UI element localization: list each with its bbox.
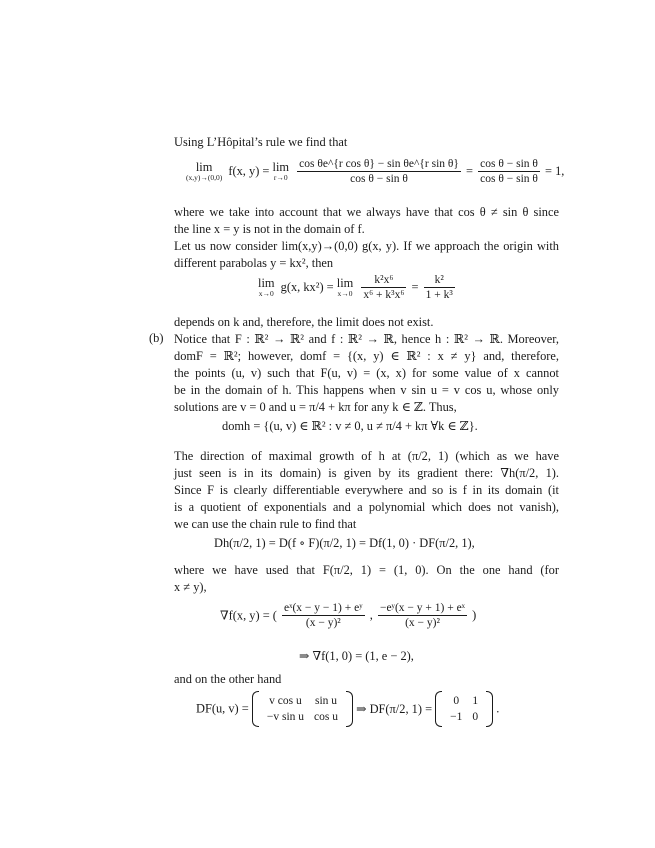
text-line: different parabolas y = kx², then [174, 256, 334, 270]
fraction: $\frac{\text{k²}}{\text{1 + k³}}$ [425, 274, 453, 301]
equation-parabola-limit: lim x→0 g(x, kx²) = lim x→0 $\frac{\text{k²x⁶}}{\text{x⁶ + k³x⁶}}$ = $\frac{\text{k²}}{\text{1 + k³}}$ [258, 274, 453, 301]
equation-gradient-f: ∇f(x, y) = ( $\frac{\text{eˣ(x − y − 1) + eʸ}}{\text{(x − y)²}}$ , $\frac{\text{−eʸ(x − y + 1) + eˣ}}{\text{(x − y)²}}$ ) [220, 602, 477, 629]
paragraph-gradient [174, 448, 559, 533]
paragraph-one-hand [174, 562, 559, 596]
fraction: $\frac{\text{eˣ(x − y − 1) + eʸ}}{\text{(x − y)²}}$ [284, 602, 363, 629]
paragraph-domain-note [174, 204, 559, 272]
text-line: The direction of maximal growth of h at (π/2, 1) (which as we have [174, 449, 559, 463]
fraction: $\frac{\text{k²x⁶}}{\text{x⁶ + k³x⁶}}$ [363, 274, 405, 301]
text-line: Let us now consider lim(x,y)→(0,0) g(x, y). If we approach the origin with [174, 239, 559, 253]
equation-domain-h: domh = {(u, v) ∈ ℝ² : v ≠ 0, u ≠ π/4 + kπ ∀k ∈ ℤ}. [222, 419, 478, 433]
equation-lhs: f(x, y) = [228, 164, 270, 178]
text-line: and on the other hand [174, 672, 282, 686]
fraction: $\frac{\text{cos θe\textasciicircum{}\{r cos θ\} − sin θe\textasciicircum{}\{r sin θ\}}}{\text{cos θ − sin θ}}$ [299, 158, 459, 185]
text-line: solutions are v = 0 and u = π/4 + kπ for any k ∈ ℤ. Thus, [174, 400, 457, 414]
text-line: the points (u, v) such that F(u, v) = (x, x) for some value of x cannot [174, 366, 559, 380]
fraction: $\frac{\text{−eʸ(x − y + 1) + eˣ}}{\text{(x − y)²}}$ [379, 602, 466, 629]
text-line: x ≠ y), [174, 580, 207, 594]
matrix-jacobian-evaluated: 0 1 −1 0 [435, 693, 493, 725]
fraction: $\frac{\text{cos θ − sin θ}}{\text{cos θ − sin θ}}$ [480, 158, 538, 185]
paragraph-conclusion-a [174, 314, 559, 331]
limit-operator: lim x→0 [336, 276, 354, 298]
matrix-jacobian-general: v cos u sin u −v sin u cos u [252, 693, 353, 725]
text-line: where we take into account that we always have that cos θ ≠ sin θ since [174, 205, 559, 219]
text-line: Since F is clearly differentiable everywhere and so is f in its domain (it [174, 483, 559, 497]
text-line: we can use the chain rule to find that [174, 517, 357, 531]
limit-operator: lim (x,y)→(0,0) [186, 160, 223, 182]
text-line: domF = ℝ²; however, domf = {(x, y) ∈ ℝ² : x ≠ y} and, therefore, [174, 349, 559, 363]
text-line: just seen is in its domain) is given by its gradient there: ∇h(π/2, 1). [174, 466, 559, 480]
text-line: the line x = y is not in the domain of f. [174, 222, 365, 236]
equation-lhopital: lim (x,y)→(0,0) f(x, y) = lim r→0 $\frac{\text{cos θe\textasciicircum{}\{r cos θ\} − sin θe\textasciicircum{}\{r sin θ\}}}{\text{cos θ − sin θ}}$ = $\frac{\text{cos θ − sin θ}}{\text{cos θ − sin θ}}$ = 1, [186, 158, 565, 185]
text-line: Notice that F : ℝ² → ℝ² and f : ℝ² → ℝ, hence h : ℝ² → ℝ. Moreover, [174, 332, 559, 346]
limit-operator: lim x→0 [258, 276, 275, 298]
text-line: where we have used that F(π/2, 1) = (1, 0). On the one hand (for [174, 563, 559, 577]
part-label-b: (b) [149, 331, 164, 345]
text-line: Using L’Hôpital’s rule we find that [174, 135, 348, 149]
text-line: is a quotient of exponentials and a polynomial which does not vanish), [174, 500, 559, 514]
paragraph-other-hand [174, 671, 559, 688]
text-line: depends on k and, therefore, the limit does not exist. [174, 315, 434, 329]
equation-jacobian: DF(u, v) = v cos u sin u −v sin u cos u ⇒ DF(π/2, 1) = 0 1 −1 0 . [196, 695, 500, 723]
equation-gradient-value: ⇒ ∇f(1, 0) = (1, e − 2), [299, 649, 414, 663]
text-line: be in the domain of h. This happens when v sin u = v cos u, whose only [174, 383, 559, 397]
paragraph-intro [174, 134, 559, 151]
limit-operator: lim r→0 [272, 160, 290, 182]
equation-chain-rule: Dh(π/2, 1) = D(f ∘ F)(π/2, 1) = Df(1, 0) · DF(π/2, 1), [214, 536, 475, 550]
paragraph-part-b [174, 331, 559, 416]
